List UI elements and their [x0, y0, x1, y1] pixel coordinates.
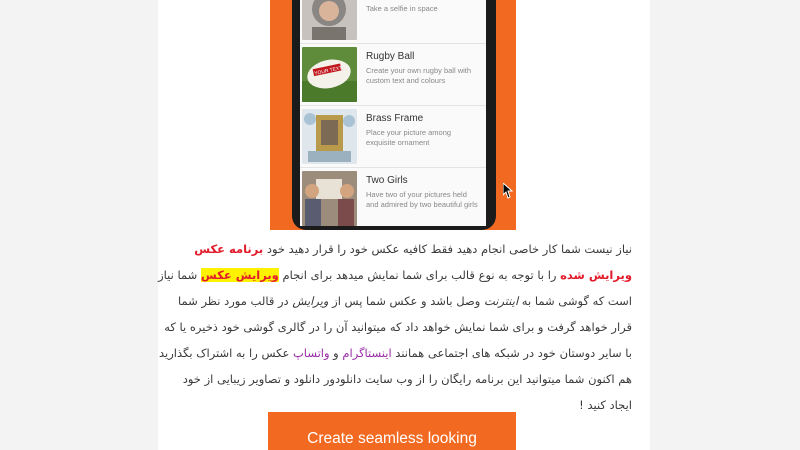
item-description: Have two of your pictures held and admired by two beautiful girls [366, 190, 478, 209]
item-description: Place your picture among exquisite ornament [366, 128, 452, 147]
text-span: شما نیاز است که گوشی شما به [158, 268, 632, 308]
list-item-two-girls[interactable] [300, 168, 486, 226]
highlighted-link-photo-edit[interactable]: ویرایش عکس [200, 268, 279, 282]
list-item-rugby-ball[interactable] [300, 44, 486, 106]
list-item-space-selfie[interactable] [300, 0, 486, 44]
mouse-cursor-icon [503, 183, 513, 199]
link-photo-edit-app[interactable]: برنامه عکس ویرایش شده [194, 242, 632, 282]
item-title: Brass Frame [366, 113, 424, 124]
space-selfie-thumbnail [302, 0, 357, 40]
rugby-ball-text: YOUR TEXT [313, 65, 343, 77]
link-whatsapp[interactable]: واتساپ [292, 346, 330, 360]
cta-banner-button[interactable]: Create seamless looking [268, 412, 516, 450]
text-span: در قالب مورد نظر شما قرار خواهد گرفت و برای شما نمایش خواهد داد که میتوانید آن را در گالری گوشی خود ذخیره یا که با سایر دوستان خود در شبکه های اجتماعی همانند [164, 294, 632, 360]
text-span: وصل باشد و عکس شما پس از [328, 294, 484, 308]
text-span: را با توجه به نوع قالب برای شما نمایش میدهد برای انجام [278, 268, 561, 282]
two-girls-thumbnail [302, 171, 357, 226]
item-description: Take a selfie in space [366, 4, 438, 13]
item-title: Two Girls [366, 175, 408, 186]
text-span: نیاز نیست شما کار خاصی انجام دهید فقط کافیه عکس خود را قرار دهید خود [263, 242, 632, 256]
phone-screen-app-list [300, 0, 486, 226]
article-paragraph [158, 236, 632, 418]
text-span: و [329, 346, 343, 360]
italic-internet: اینترنت [483, 294, 519, 308]
item-description: Create your own rugby ball with custom text and colours [366, 66, 472, 85]
italic-edit: ویرایش [292, 294, 329, 308]
link-instagram[interactable]: اینستاگرام [342, 346, 392, 360]
list-item-brass-frame[interactable] [300, 106, 486, 168]
rugby-ball-thumbnail [302, 47, 357, 102]
brass-frame-thumbnail [302, 109, 357, 164]
text-span: عکس را به اشتراک بگذارید هم اکنون شما میتوانید این برنامه رایگان را از وب سایت دانلودور دانلود و تصاویر زیبایی از خود ایجاد کنید ! [159, 346, 632, 412]
item-title: Rugby Ball [366, 51, 415, 62]
